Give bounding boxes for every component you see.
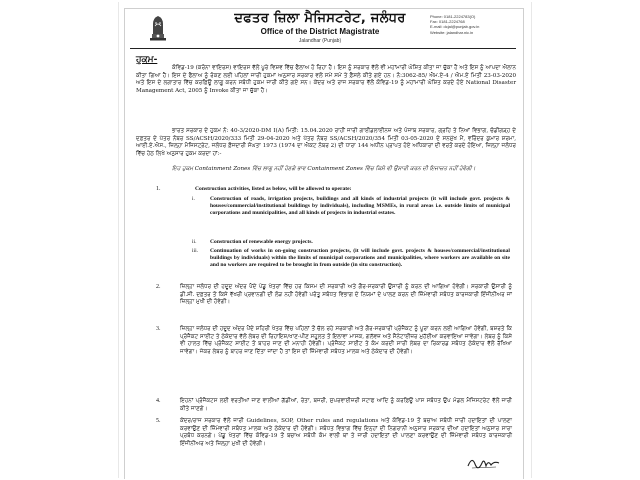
numbered-item-text: ਇਹਨਾਂ ਪ੍ਰੋਜੈਕਟਸ ਲਈ ਵਰਤੀਆਂ ਜਾਣ ਵਾਲੀਆਂ ਗੱਡੀਆਂ, ਰੇਤਾ, ਬਜਰੀ, ਸੁਪਰਵਾਈਜ਼ਰੀ ਸਟਾਫ ਆਦਿ ਨੂੰ ਕਰਫ਼ਿਊ ਪਾਸ ਸਬੰਧਤ ਉਪ ਮੰਡਲ ਮੈਜਿਸਟਰੇਟ ਵੱਲੋਂ ਜਾਰੀ ਕੀਤੇ ਜਾਣਗੇ। xyxy=(180,398,512,412)
item-number-3: 3. xyxy=(156,326,161,332)
office-location: Jalandhar (Punjab) xyxy=(298,38,342,44)
construction-item-text: Continuation of works in on-going construction projects, (it will include govt. projects & houses/commercial/institutional buildings by individuals) within the limits of municipal corporations and municipalities, where workers are available on site and no workers are required to be brought in from outside (in situ construction). xyxy=(210,248,510,268)
contact-phone: Phone: 0181-2224783(O) xyxy=(430,14,476,19)
paragraph-containment: ਇਹ ਹੁਕਮ Containment Zones ਵਿੱਚ ਲਾਗੂ ਨਹੀਂ ਹੋਣਗੇ ਭਾਵ Containment Zones ਵਿੱਚ ਕਿਸੇ ਵੀ ਉਸਾਰੀ ਕਰਨ ਦੀ ਇਜਾਜ਼ਤ ਨਹੀਂ ਹੋਵੇਗੀ। xyxy=(172,166,476,172)
state-emblem-icon xyxy=(147,12,169,42)
construction-item-text: Construction of roads, irrigation projects, buildings and all kinds of industrial projects (it will include govt. projects & houses/commercial/institutional buildings by individuals), including MSMEs, in rural areas i.e. outside limits of municipal corporations and municipalities, and all kinds of projects in industrial estates. xyxy=(210,196,510,216)
construction-item-text: Construction of renewable energy projects. xyxy=(210,239,313,245)
construction-item-num: ii. xyxy=(192,239,197,245)
office-title-punjabi: ਦਫਤਰ ਜ਼ਿਲਾ ਮੈਜਿਸਟਰੇਟ, ਜਲੰਧਰ xyxy=(234,11,406,26)
paragraph-intro: ਕੋਵਿਡ-19 (ਕਰੋਨਾ ਵਾਇਰਸ) ਵਾਇਰਸ ਵੱਲੋਂ ਪੂਰੇ ਵਿਸ਼ਵ ਵਿੱਚ ਫੈਲਾਅ ਹੋ ਰਿਹਾ ਹੈ। ਇਸ ਨੂੰ ਸਰਕਾਰ ਵੱਲੋਂ ਵੀ ਮਹਾਂਮਾਰੀ ਘੋਸ਼ਿਤ ਕੀਤਾ ਜਾ ਚੁੱਕਾ ਹੈ ਅਤੇ ਇਸ ਨੂੰ ਆਪਦਾ ਐਲਾਨ ਕੀਤਾ ਗਿਆ ਹੈ। ਇਸ ਦੇ ਫੈਲਾਅ ਨੂੰ ਰੋਕਣ ਲਈ ਪਹਿਲਾਂ ਜਾਰੀ ਹੁਕਮਾਂ ਅਨੁਸਾਰ ਸਰਕਾਰ ਵਲੋਂ ਸਮੇਂ ਸਮੇਂ ਤੇ ਫ਼ੈਸਲੇ ਕੀਤੇ ਗਏ ਹਨ। ਨੰ:3062-85/ ਐਮ.ਏ-4 / ਐਮ.ਏ ਮਿਤੀ 23-03-2020 ਅਤੇ ਇਸ ਦੇ ਲਗਾਤਾਰ ਵਿੱਚ ਕਰਫ਼ਿਊ ਲਾਗੂ ਕਰਨ ਸਬੰਧੀ ਹੁਕਮ ਜਾਰੀ ਕੀਤੇ ਗਏ ਸਨ। ਕੇਂਦਰ ਅਤੇ ਰਾਜ ਸਰਕਾਰ ਵੱਲੋਂ ਕੋਵਿਡ-19 ਨੂੰ ਮਹਾਂਮਾਰੀ ਘੋਸ਼ਿਤ ਕਰਦੇ ਹੋਏ National Disaster Management Act, 2005 ਨੂੰ Invoke ਕੀਤਾ ਜਾ ਚੁੱਕਾ ਹੈ। xyxy=(136,65,516,94)
order-title: ਹੁਕਮ- xyxy=(136,55,158,65)
item-number-2: 2. xyxy=(156,284,161,290)
office-title-english: Office of the District Magistrate xyxy=(260,27,380,36)
contact-email: E-mail: dcjal@punjab.gov.in xyxy=(430,24,480,30)
header-divider xyxy=(130,48,516,49)
signature-mark xyxy=(466,454,502,472)
construction-item-num: iii. xyxy=(192,248,199,254)
paragraph-authority: ਭਾਰਤ ਸਰਕਾਰ ਦੇ ਹੁਕਮ ਨੰ: 40-3/2020-DM I(A) ਮਿਤੀ: 15.04.2020 ਰਾਹੀਂ ਜਾਰੀ ਗਾਈਡਲਾਈਨਜ਼ ਅਤੇ ਪੰਜਾਬ ਸਰਕਾਰ, ਗ੍ਰਹਿ ਤੇ ਨਿਆਂ ਵਿਭਾਗ, ਚੰਡੀਗੜ੍ਹ ਦੇ ਦਫ਼ਤਰ ਦੇ ਪੱਤਰ ਨੰਬਰ SS/ACSH/2020/333 ਮਿਤੀ 29-04-2020 ਅਤੇ ਪੱਤਰ ਨੰਬਰ SS/ACSH/2020/354 ਮਿਤੀ 03-05-2020 ਦੇ ਸਨਮੁੱਖ ਮੈਂ, ਵਰਿੰਦਰ ਕੁਮਾਰ ਸ਼ਰਮਾ, ਆਈ.ਏ.ਐਸ., ਜ਼ਿਲ੍ਹਾ ਮੈਜਿਸਟ੍ਰੇਟ, ਜਲੰਧਰ ਫ਼ੌਜਦਾਰੀ ਸੰਘਤਾ 1973 (1974 ਦਾ ਐਕਟ ਨੰਬਰ 2) ਦੀ ਧਾਰਾ 144 ਅਧੀਨ ਪ੍ਰਾਪਤ ਹੋਏ ਅਧਿਕਾਰਾਂ ਦੀ ਵਰਤੋਂ ਕਰਦੇ ਹੋਇਆ, ਜ਼ਿਲ੍ਹਾ ਜਲੰਧਰ ਵਿੱਚ ਹੇਠ ਲਿਖੇ ਅਨੁਸਾਰ ਹੁਕਮ ਕਰਦਾ ਹਾਂ:- xyxy=(136,128,516,157)
construction-heading: Construction activities, listed as below, will be allowed to operate: xyxy=(195,186,352,192)
item-number-5: 5. xyxy=(156,418,161,424)
contact-fax: Fax: 0181-2224768 xyxy=(430,19,465,25)
numbered-item-text: ਜ਼ਿਲ੍ਹਾ ਜਲੰਧਰ ਦੀ ਹਦੂਦ ਅੰਦਰ ਪੈਂਦੇ ਸ਼ਹਿਰੀ ਖੇਤਰ ਵਿੱਚ ਪਹਿਲਾਂ ਤੋਂ ਚੱਲ ਰਹੇ ਸਰਕਾਰੀ ਅਤੇ ਗੈਰ-ਸਰਕਾਰੀ ਪ੍ਰੋਜੈਕਟ ਨੂੰ ਪੂਰਾ ਕਰਨ ਲਈ ਆਗਿਆ ਹੋਵੇਗੀ, ਬਸ਼ਰਤੇ ਕਿ ਪ੍ਰੋਜੈਕਟ ਸਾਈਟ ਤੇ ਠੇਕੇਦਾਰ ਵੱਲੋਂ ਲੇਬਰ ਦੀ ਰਿਹਾਇਸ਼/ਖਾਣ-ਪੀਣ ਸਹੂਲਤ ਤੋਂ ਇਲਾਵਾ ਮਾਸਕ, ਗਲੱਵਜ਼ ਅਤੇ ਸੈਨੇਟਾਈਜ਼ਰ ਮੁਹੱਈਆ ਕਰਵਾਇਆ ਜਾਵੇਗਾ। ਲੇਬਰ ਨੂੰ ਕਿਸੇ ਵੀ ਹਾਲਤ ਵਿੱਚ ਪ੍ਰੋਜੈਕਟ ਸਾਈਟ ਤੋਂ ਬਾਹਰ ਜਾਣ ਦੀ ਮਨਾਹੀ ਹੋਵੇਗੀ। ਪ੍ਰੋਜੈਕਟ ਸਾਈਟ ਤੇ ਕੰਮ ਕਰਦੀ ਸਾਰੀ ਲੇਬਰ ਦਾ ਰਿਕਾਰਡ ਸਬੰਧਤ ਠੇਕੇਦਾਰ ਵੱਲੋਂ ਰੱਖਿਆ ਜਾਵੇਗਾ। ਜੇਕਰ ਲੇਬਰ ਨੂੰ ਬਾਹਰ ਜਾਣ ਦਿੱਤਾ ਜਾਂਦਾ ਹੈ ਤਾਂ ਇਸ ਦੀ ਜ਼ਿੰਮੇਵਾਰੀ ਸਬੰਧਤ ਮਾਲਕ ਅਤੇ ਠੇਕੇਦਾਰ ਦੀ ਹੋਵੇਗੀ। xyxy=(180,326,512,355)
numbered-item-text: ਜ਼ਿਲ੍ਹਾ ਜਲੰਧਰ ਦੀ ਹਦੂਦ ਅੰਦਰ ਪੈਂਦੇ ਪੇਂਡੂ ਖੇਤਰਾਂ ਵਿੱਚ ਹਰ ਕਿਸਮ ਦੀ ਸਰਕਾਰੀ ਅਤੇ ਗੈਰ-ਸਰਕਾਰੀ ਉਸਾਰੀ ਨੂੰ ਕਰਨ ਦੀ ਆਗਿਆ ਹੋਵੇਗੀ। ਸਰਕਾਰੀ ਉਸਾਰੀ ਨੂੰ ਡੀ.ਸੀ. ਦਫ਼ਤਰ ਤੋਂ ਕਿਸੇ ਵੱਖਰੀ ਪ੍ਰਵਾਨਗੀ ਦੀ ਲੋੜ ਨਹੀਂ ਹੋਵੇਗੀ ਪਰੰਤੂ ਸਬੰਧਤ ਵਿਭਾਗ ਦੇ ਨਿਯਮਾਂ ਦੇ ਪਾਲਣ ਕਰਨ ਦੀ ਜ਼ਿੰਮੇਵਾਰੀ ਸਬੰਧਤ ਕਾਰਜਕਾਰੀ ਇੰਜੀਨੀਅਰ ਜਾਂ ਜ਼ਿਲ੍ਹਾ ਮੁਖੀ ਦੀ ਹੋਵੇਗੀ। xyxy=(180,284,512,306)
item-number-1: 1. xyxy=(156,186,161,192)
numbered-item-text: ਕੇਂਦਰ/ਰਾਜ ਸਰਕਾਰ ਵੱਲੋਂ ਜਾਰੀ Guidelines, SOP, Other rules and regulations ਅਤੇ ਕੋਵਿਡ-19 ਤੋਂ ਬਚਾਅ ਸਬੰਧੀ ਜਾਰੀ ਹਦਾਇਤਾਂ ਦੀ ਪਾਲਣਾ ਕਰਵਾਉਣ ਦੀ ਜ਼ਿੰਮੇਵਾਰੀ ਸਬੰਧਤ ਮਾਲਕ ਅਤੇ ਠੇਕੇਦਾਰ ਦੀ ਹੋਵੇਗੀ। ਸਬੰਧਤ ਵਿਭਾਗ ਵਿੱਚ ਇਨ੍ਹਾਂ ਦੀ ਨਿਗਰਾਨੀ ਅਨੁਸਾਰ ਸਰਕਾਰ ਦੀਆਂ ਹਦਾਇਤਾਂ ਅਨੁਸਾਰ ਸਾਰਾ ਪ੍ਰਬੰਧ ਕਰਨਗੇ। ਪੇਂਡੂ ਖੇਤਰਾਂ ਵਿੱਚ ਕੋਵਿਡ-19 ਤੋਂ ਬਚਾਅ ਸਬੰਧੀ ਕੰਮ ਵਾਲੀ ਥਾਂ ਤੇ ਜਾਰੀ ਹਦਾਇਤਾਂ ਦੀ ਪਾਲਣਾ ਕਰਵਾਉਣ ਦੀ ਜ਼ਿੰਮੇਵਾਰੀ ਸਬੰਧਤ ਕਾਰਜਕਾਰੀ ਇੰਜੀਨੀਅਰ ਅਤੇ ਜ਼ਿਲ੍ਹਾ ਮੁਖੀ ਦੀ ਹੋਵੇਗੀ। xyxy=(180,418,512,447)
contact-block xyxy=(430,14,510,35)
item-number-4: 4. xyxy=(156,398,161,404)
contact-website: Website: jalandhar.nic.in xyxy=(430,29,474,35)
construction-item-num: i. xyxy=(192,196,195,202)
